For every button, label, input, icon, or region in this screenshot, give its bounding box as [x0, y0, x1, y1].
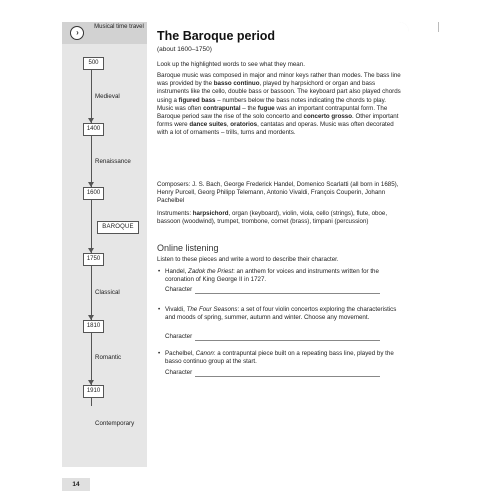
- timeline-date: 1910: [83, 385, 104, 398]
- description-paragraph: Baroque music was composed in major and minor keys rather than modes. The bass line was provided by the basso continuo, played by harpsichord or organ and bass instruments like the cello, double bass or bassoon. The keyboard part also played chords using a figured bass – numbers below the bass notes indicating the chords to play. Music was often contrapuntal – the fugue was an important contrapuntal form. The Baroque period saw the rise of the solo concerto and concerto grosso. Other important forms were dance suites, oratorios, cantatas and operas. Music was often decorated with a lot of ornaments – trills, turns and mordents.: [157, 72, 401, 137]
- timeline-date: 500: [83, 57, 104, 70]
- timeline-date: 1600: [83, 187, 104, 200]
- bullet-icon: •: [158, 268, 161, 275]
- divider: [438, 22, 439, 32]
- piece-text: Vivaldi, The Four Seasons: a set of four violin concertos exploring the characteristics and moods of spring, summer, autumn and winter. Choose any movement.: [165, 306, 397, 322]
- character-label: Character: [165, 369, 193, 376]
- piece-text: Handel, Zadok the Priest: an anthem for voices and instruments written for the coronation of King George II in 1727.: [165, 268, 379, 284]
- keyword: contrapuntal: [203, 104, 241, 112]
- keyword: oratorios: [230, 121, 258, 129]
- timeline-era: Medieval: [95, 93, 120, 100]
- intro-text: Look up the highlighted words to see what they mean.: [157, 61, 305, 68]
- character-label: Character: [165, 286, 193, 293]
- timeline-era: Classical: [95, 289, 120, 296]
- page-number: 14: [62, 478, 90, 491]
- piece-text: Pachelbel, Canon: a contrapuntal piece built on a repeating bass line, played by the basso continuo group at the start.: [165, 350, 394, 366]
- character-input-line[interactable]: [195, 376, 380, 377]
- keyword: fugue: [257, 104, 275, 112]
- timeline-era: Romantic: [95, 354, 122, 361]
- keyword: figured bass: [178, 96, 216, 104]
- page-subtitle: (about 1600–1750): [157, 46, 212, 53]
- online-intro: Listen to these pieces and write a word to describe their character.: [157, 256, 339, 263]
- timeline-era: Contemporary: [95, 420, 135, 427]
- keyword: concerto grosso: [303, 113, 353, 121]
- timeline-era: Renaissance: [95, 158, 131, 165]
- timeline-date: 1810: [83, 320, 104, 333]
- character-input-line[interactable]: [195, 293, 380, 294]
- keyword: dance suites: [189, 121, 227, 129]
- timeline-date: 1750: [83, 253, 104, 266]
- section-label: Musical time travel: [94, 24, 144, 30]
- page-title: The Baroque period: [157, 29, 276, 43]
- online-listening-heading: Online listening: [157, 243, 219, 253]
- character-input-line[interactable]: [195, 340, 380, 341]
- bullet-icon: •: [158, 350, 161, 357]
- keyword: basso continuo: [213, 80, 260, 88]
- character-label: Character: [165, 333, 193, 340]
- keyword: harpsichord: [192, 210, 229, 217]
- bullet-icon: •: [158, 306, 161, 313]
- timeline-highlight: BAROQUE: [97, 221, 139, 234]
- chevron-right-icon: ›: [70, 26, 84, 40]
- composers-text: Composers: J. S. Bach, George Frederick Handel, Domenico Scarlatti (all born in 1685), Henry Purcell, Georg Philipp Telemann, Antonio Vivaldi, François Couperin, Johann Pachelbel: [157, 181, 399, 205]
- instruments-text: Instruments: harpsichord, organ (keyboard), violin, viola, cello (strings), flute, oboe, bassoon (woodwind), trumpet, trombone, cornet (brass), timpani (percussion): [157, 210, 388, 226]
- timeline-line: [91, 66, 92, 406]
- timeline-date: 1400: [83, 123, 104, 136]
